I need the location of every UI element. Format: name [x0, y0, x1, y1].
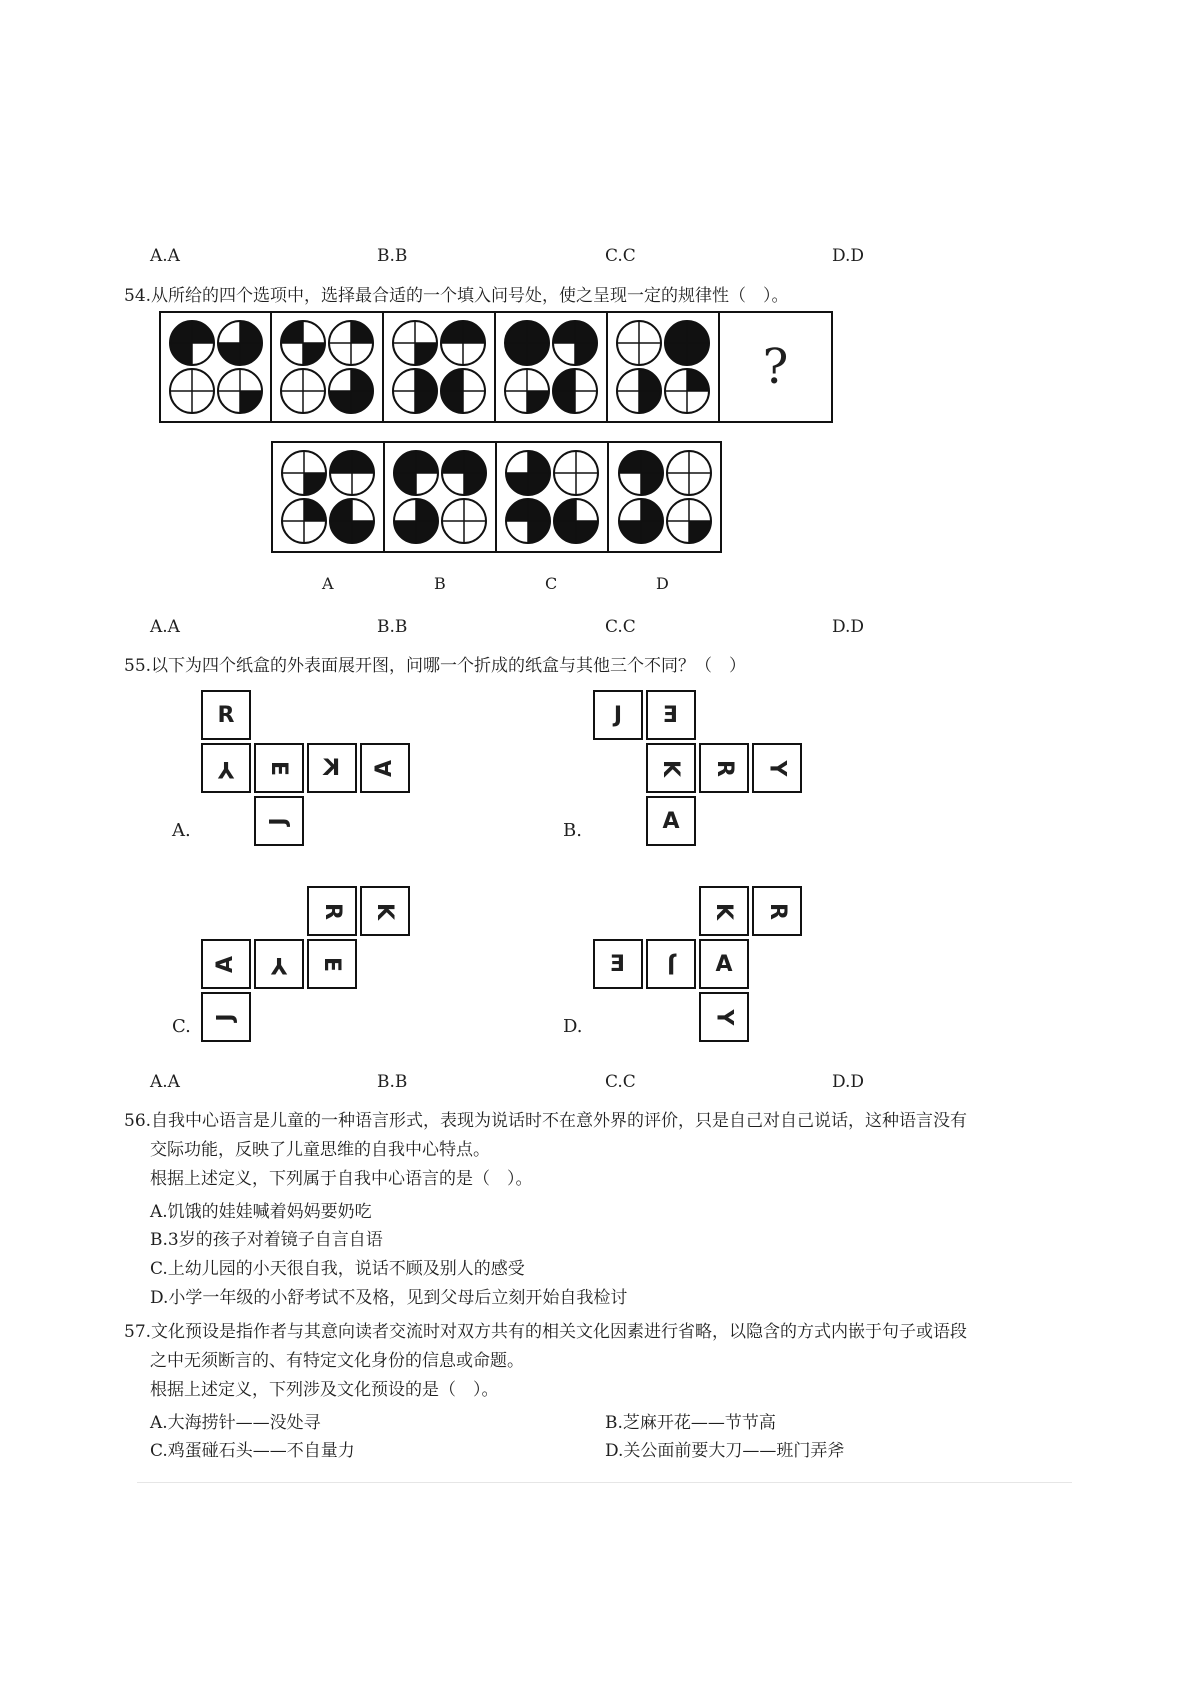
q57-option-c: C.鸡蛋碰石头——不自量力 — [150, 1441, 355, 1461]
question-57-line-1: 57.文化预设是指作者与其意向读者交流时对双方共有的相关文化因素进行省略，以隐含的方式内嵌于句子或语段 — [124, 1322, 968, 1342]
net-d-face-5: A — [699, 939, 749, 989]
net-c-face-1: R — [307, 886, 357, 936]
q54-figure-5 — [608, 313, 720, 421]
q54-figure-2 — [272, 313, 384, 421]
question-56-line-3: 根据上述定义，下列属于自我中心语言的是（ ）。 — [150, 1169, 533, 1189]
option-b: B.B — [377, 1072, 408, 1092]
option-b: B.B — [377, 246, 408, 266]
net-b-face-6: A — [646, 796, 696, 846]
q54-choice-figures — [271, 441, 722, 553]
net-a-face-4: K — [307, 743, 357, 793]
q54-figure-4 — [496, 313, 608, 421]
option-a: A.A — [150, 617, 180, 637]
net-c-label: C. — [172, 1016, 191, 1037]
question-56-line-1: 56.自我中心语言是儿童的一种语言形式，表现为说话时不在意外界的评价，只是自己对自己说话，这种语言没有 — [124, 1111, 968, 1131]
q56-option-c: C.上幼儿园的小天很自我，说话不顾及别人的感受 — [150, 1259, 525, 1279]
net-d-face-1: K — [699, 886, 749, 936]
q56-option-d: D.小学一年级的小舒考试不及格，见到父母后立刻开始自我检讨 — [150, 1288, 628, 1308]
q54-choice-d-figure — [609, 443, 720, 551]
q54-caption-c: C — [545, 574, 558, 593]
question-56-line-2: 交际功能，反映了儿童思维的自我中心特点。 — [150, 1140, 490, 1160]
q54-choice-c-figure — [497, 443, 609, 551]
option-d: D.D — [832, 1072, 865, 1092]
option-d: D.D — [832, 617, 865, 637]
net-a-face-6: J — [254, 796, 304, 846]
q54-figure-1 — [161, 313, 272, 421]
net-a-face-2: Y — [201, 743, 251, 793]
net-b-label: B. — [563, 820, 582, 841]
q57-option-b: B.芝麻开花——节节高 — [605, 1413, 776, 1433]
option-c: C.C — [605, 1072, 636, 1092]
net-b-face-1: J — [593, 690, 643, 740]
option-b: B.B — [377, 617, 408, 637]
q54-choice-a-figure — [273, 443, 385, 551]
q57-option-d: D.关公面前要大刀——班门弄斧 — [605, 1441, 845, 1461]
net-d-label: D. — [563, 1016, 583, 1037]
net-a-face-1: R — [201, 690, 251, 740]
question-mark: ? — [762, 339, 789, 395]
q54-caption-a: A — [322, 574, 334, 593]
q57-option-a: A.大海捞针——没处寻 — [150, 1413, 321, 1433]
option-a: A.A — [150, 1072, 180, 1092]
option-c: C.C — [605, 617, 636, 637]
option-d: D.D — [832, 246, 865, 266]
net-d-face-6: Y — [699, 992, 749, 1042]
option-a: A.A — [150, 246, 180, 266]
net-b-face-4: R — [699, 743, 749, 793]
net-d-face-2: R — [752, 886, 802, 936]
net-c-face-3: A — [201, 939, 251, 989]
q54-question-cell — [720, 313, 831, 421]
q54-figure-3 — [384, 313, 496, 421]
net-b-face-3: K — [646, 743, 696, 793]
option-c: C.C — [605, 246, 636, 266]
question-57-line-2: 之中无须断言的、有特定文化身份的信息或命题。 — [150, 1351, 524, 1371]
q54-choice-b-figure — [385, 443, 497, 551]
net-a-face-3: E — [254, 743, 304, 793]
q54-caption-d: D — [656, 574, 669, 593]
question-54-text: 54.从所给的四个选项中，选择最合适的一个填入问号处，使之呈现一定的规律性（ ）。 — [124, 286, 789, 306]
question-55-text: 55.以下为四个纸盒的外表面展开图，问哪一个折成的纸盒与其他三个不同？（ ） — [124, 656, 747, 676]
q54-figure-sequence — [159, 311, 833, 423]
question-57-line-3: 根据上述定义，下列涉及文化预设的是（ ）。 — [150, 1380, 499, 1400]
q54-caption-b: B — [434, 574, 446, 593]
net-c-face-4: Y — [254, 939, 304, 989]
net-b-face-5: Y — [752, 743, 802, 793]
net-d-face-4: J — [646, 939, 696, 989]
net-b-face-2: E — [646, 690, 696, 740]
net-a-face-5: A — [360, 743, 410, 793]
q56-option-b: B.3岁的孩子对着镜子自言自语 — [150, 1230, 383, 1250]
net-c-face-5: E — [307, 939, 357, 989]
net-c-face-6: J — [201, 992, 251, 1042]
net-a-label: A. — [172, 820, 191, 841]
net-d-face-3: E — [593, 939, 643, 989]
bottom-divider — [137, 1482, 1072, 1483]
net-c-face-2: K — [360, 886, 410, 936]
q56-option-a: A.饥饿的娃娃喊着妈妈要奶吃 — [150, 1202, 372, 1222]
